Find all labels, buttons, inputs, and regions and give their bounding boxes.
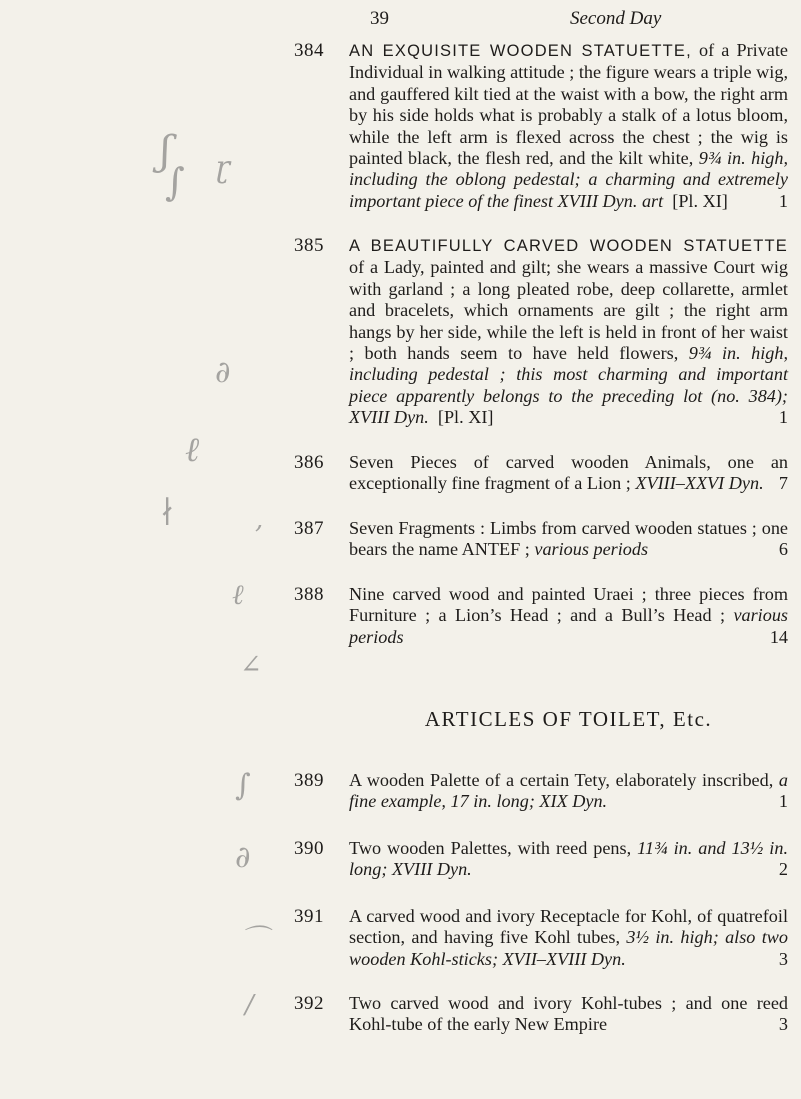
lot-number: 387 [294, 518, 324, 539]
lot-italic: various periods [349, 605, 788, 647]
pencil-annotation: ɽ [215, 150, 230, 185]
pencil-annotation: ∂ [215, 355, 231, 390]
lot-price: 7 [778, 473, 788, 494]
pencil-annotation: , [255, 505, 264, 535]
lot-price: 3 [778, 1014, 788, 1035]
lot-lead: AN EXQUISITE WOODEN STATUETTE, [349, 42, 692, 60]
running-title: Second Day [570, 8, 662, 29]
lot-price: 3 [778, 948, 788, 969]
lot-number: 389 [294, 770, 324, 791]
section-heading: ARTICLES OF TOILET, Etc. [424, 707, 713, 731]
lot-description [349, 993, 788, 1036]
lot-description [349, 906, 788, 970]
pencil-annotation: ∤ [160, 495, 175, 530]
lot-number: 390 [294, 838, 324, 859]
lot-description [349, 584, 788, 648]
lot-body: Two wooden Palettes, with reed pens, [349, 838, 638, 858]
lot-italic: XVIII–XXVI Dyn. [635, 473, 764, 494]
lot-body: A carved wood and ivory Receptacle for Kohl, of quatrefoil section, and having five Kohl tubes, [349, 906, 788, 948]
pencil-annotation: ∫ [235, 768, 251, 803]
lot-body: Nine carved wood and painted Uraei ; three pieces from Furniture ; a Lion’s Head ; and a Bull’s Head ; [349, 584, 788, 626]
pencil-annotation: ℓ [185, 430, 200, 470]
page-number: 39 [370, 8, 389, 29]
lot-number: 392 [294, 993, 324, 1014]
lot-description [349, 40, 788, 212]
pencil-annotation: ∫ [165, 160, 185, 204]
lot-number: 385 [294, 235, 324, 256]
lot-italic: 11¾ in. and 13½ in. long; XVIII Dyn. [349, 838, 788, 880]
lot-italic: 9¾ in. high, including the oblong pedestal; a charming and extremely important piece of the finest XVIII Dyn. art [349, 148, 789, 211]
pencil-annotation: ∠ [240, 650, 262, 680]
lot-body: A wooden Palette of a certain Tety, elaborately inscribed, [349, 770, 779, 790]
plate-reference: [Pl. XI] [437, 407, 494, 428]
lot-number: 388 [294, 584, 324, 605]
lot-body: Seven Fragments : Limbs from carved wooden statues ; one bears the name ANTEF ; [349, 518, 788, 560]
lot-italic: 3½ in. high; also two wooden Kohl-sticks; XVII–XVIII Dyn. [349, 927, 788, 969]
lot-price: 1 [778, 190, 788, 211]
lot-description [349, 518, 788, 561]
lot-body: of a Lady, painted and gilt; she wears a massive Court wig with garland ; a long pleated robe, deep collarette, armlet and bracelets, which ornaments are gilt ; the right arm hangs by her side, while the left is held in front of her waist ; both hands seem to have held flowers, [349, 257, 788, 364]
lot-italic: 9¾ in. high, including pedestal ; this most charming and important piece apparently belongs to the preceding lot (no. 384); XVIII Dyn. [349, 343, 788, 428]
lot-price: 6 [778, 539, 788, 560]
lot-price: 1 [778, 407, 788, 428]
lot-number: 384 [294, 40, 324, 61]
pencil-annotation: ∂ [235, 840, 251, 875]
plate-reference: [Pl. XI] [672, 190, 728, 211]
lot-description [349, 452, 788, 495]
lot-body: Two carved wood and ivory Kohl-tubes ; and one reed Kohl-tube of the early New Empire [349, 993, 788, 1035]
lot-price: 2 [778, 859, 788, 880]
lot-italic: various periods [534, 539, 649, 560]
lot-description [349, 838, 788, 881]
pencil-annotation: ⌒ [240, 923, 269, 956]
handwritten-margin-notes [0, 0, 290, 1099]
lot-number: 391 [294, 906, 324, 927]
lot-body: Seven Pieces of carved wooden Animals, one an exceptionally fine fragment of a Lion ; [349, 452, 788, 494]
lot-italic: a fine example, 17 in. long; XIX Dyn. [349, 770, 788, 812]
page-header [0, 8, 801, 32]
lot-description [349, 235, 788, 429]
lot-price: 1 [778, 791, 788, 812]
pencil-annotation: ℓ [232, 578, 244, 611]
pencil-annotation: ∕ [245, 990, 254, 1020]
lot-price: 14 [769, 626, 788, 647]
lot-lead: A BEAUTIFULLY CARVED WOODEN STATUETTE [349, 237, 788, 255]
lot-number: 386 [294, 452, 324, 473]
lot-description [349, 770, 788, 813]
lot-body: of a Private Individual in walking attitude ; the figure wears a triple wig, and gauffered kilt tied at the waist with a bow, the right arm by his side holds what is probably a stalk of a lotus bloom, while the left arm is flexed across the chest ; the wig is painted black, the flesh red, and the kilt white, [349, 40, 788, 169]
pencil-annotation: ʃ [160, 128, 171, 174]
